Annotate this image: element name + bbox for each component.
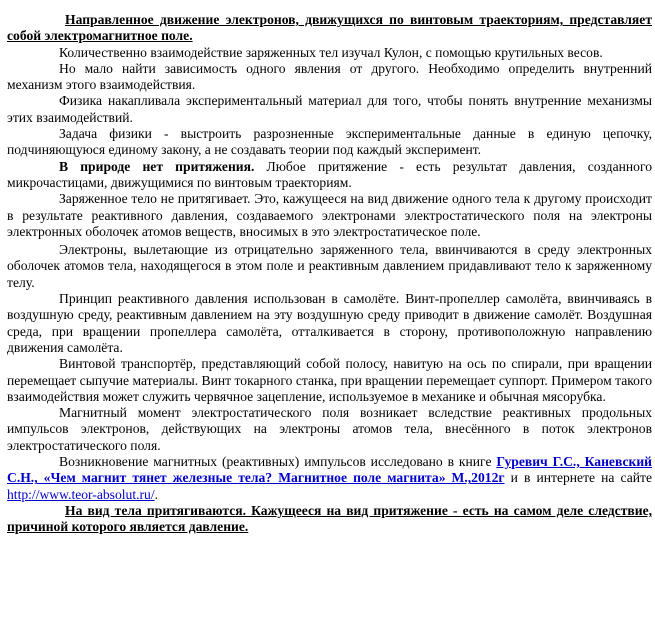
paragraph-screw-conveyor: Винтовой транспортёр, представляющий собой полосу, навитую на ось по спирали, при вращении перемещает сыпучие материалы. Винт токарного станка, при вращении перемещает суппорт. Примером такого взаимодействия может служить червячное зацепление, используемое в механике и обычная мясорубка. xyxy=(7,356,652,404)
paragraph-magnetic-moment: Магнитный момент электростатического поля возникает вследствие реактивных продольных импульсов электронов, действующих на электроны атомов тела, внесённого в поток электронов электростатического поля. xyxy=(7,405,652,453)
paragraph-book-reference xyxy=(7,454,652,503)
book-link[interactable]: Гуревич Г.С., Каневский С.Н., «Чем магнит тянет железные тела? Магнитное поле магнита» М.,2012г xyxy=(7,454,652,486)
document-heading: Направленное движение электронов, движущихся по винтовым траекториям, представляет собой электромагнитное поле. xyxy=(7,12,652,44)
no-attraction-text: Любое притяжение - есть результат давления, созданного микрочастицами, движущимися по винтовым траекториям. xyxy=(7,158,652,190)
paragraph-task-of-physics: Задача физики - выстроить разрозненные экспериментальные данные в единую цепочку, подчиняющуюся единому закону, а не создавать теории под каждый эксперимент. xyxy=(7,126,652,158)
book-reference-text: Возникновение магнитных (реактивных) импульсов исследовано в книге xyxy=(59,454,497,470)
document-conclusion: На вид тела притягиваются. Кажущееся на вид притяжение - есть на самом деле следствие, причиной которого является давление. xyxy=(7,502,652,535)
paragraph-charged-body: Заряженное тело не притягивает. Это, кажущееся на вид движение одного тела к другому происходит в результате реактивного давления, создаваемого электронами электростатического поля на электроны электронных оболочек атомов веществ, вносимых в это электростатическое поле. xyxy=(7,191,652,239)
paragraph-no-attraction xyxy=(7,159,652,192)
paragraph-mechanism: Но мало найти зависимость одного явления от другого. Необходимо определить внутренний механизм этого взаимодействия. xyxy=(7,60,652,93)
trailing-period: . xyxy=(154,486,159,502)
paragraph-coulomb: Количественно взаимодействие заряженных тел изучал Кулон, с помощью крутильных весов. xyxy=(59,44,603,60)
paragraph-experiments: Физика накапливала экспериментальный материал для того, чтобы понять внутренние механизмы этих взаимодействий. xyxy=(7,93,652,125)
paragraph-airplane: Принцип реактивного давления использован в самолёте. Винт-пропеллер самолёта, ввинчиваясь в воздушную среду, реактивным давлением на эту воздушную среду приводит в движение самолёт. Воздушная среда, при вращении пропеллера самолёта, отталкивается в сторону, противоположную направлению движения самолёта. xyxy=(7,291,652,355)
website-link[interactable]: http://www.teor-absolut.ru/ xyxy=(7,486,155,502)
paragraph-electrons: Электроны, вылетающие из отрицательно заряженного тела, ввинчиваются в среду электронных оболочек атомов тела, находящегося в этом поле и реактивным давлением придавливают тело к заряженному телу. xyxy=(7,242,652,290)
website-intro-text: и в интернете на сайте xyxy=(504,470,652,486)
no-attraction-bold-text: В природе нет притяжения. xyxy=(59,158,255,174)
